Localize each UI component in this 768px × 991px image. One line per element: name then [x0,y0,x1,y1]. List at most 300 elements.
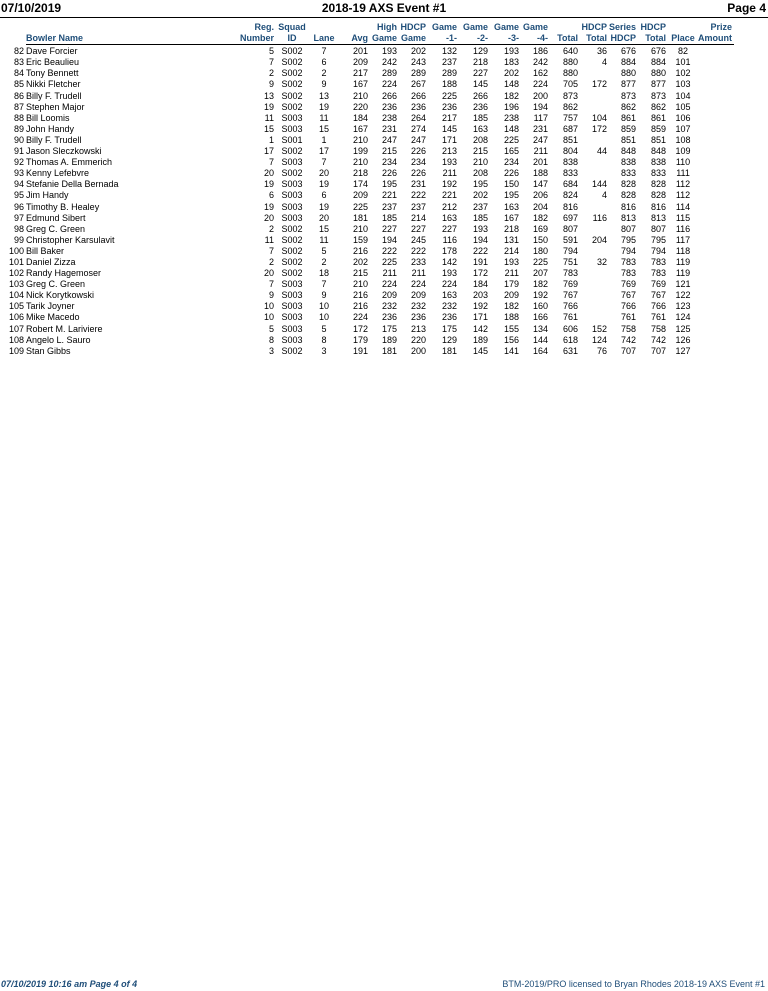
cell-series: 795 [621,234,637,245]
cell-series: 807 [621,223,637,234]
cell-lane: 8 [321,334,327,345]
table-row [4,301,734,312]
cell-name: Mike Macedo [26,312,80,323]
col-reg-top: Reg. [254,22,274,32]
cell-total: 794 [562,245,578,256]
cell-total2: 859 [651,123,667,134]
cell-g1: 129 [441,334,457,345]
cell-series: 783 [621,268,637,279]
cell-total2: 816 [651,201,667,212]
cell-reg: 7 [268,245,274,256]
cell-series: 833 [621,168,637,179]
cell-rank: 88 [13,112,24,123]
cell-high: 193 [381,46,397,57]
cell-high: 181 [381,345,397,356]
cell-reg: 9 [268,79,274,90]
cell-g4: 188 [532,168,548,179]
cell-hdcp: 231 [410,179,426,190]
cell-g2: 129 [472,46,488,57]
cell-g3: 148 [503,79,519,90]
cell-hdcp: 202 [410,46,426,57]
cell-hdcp: 209 [410,290,426,301]
cell-g4: 169 [532,223,548,234]
cell-g2: 202 [472,190,488,201]
cell-place: 126 [675,334,691,345]
cell-g1: 132 [441,46,457,57]
cell-lane: 5 [321,323,327,334]
cell-hdcp: 220 [410,334,426,345]
cell-high: 224 [381,79,397,90]
cell-g4: 147 [532,179,548,190]
table-row [4,235,734,246]
cell-total: 761 [562,312,578,323]
cell-squad: S001 [281,134,303,145]
cell-squad: S002 [281,146,303,157]
cell-reg: 8 [268,334,274,345]
report-title: 2018-19 AXS Event #1 [321,1,447,15]
cell-g4: 247 [532,134,548,145]
cell-name: Dave Forcier [26,46,78,57]
cell-g3: 167 [503,212,519,223]
cell-lane: 9 [321,79,327,90]
cell-lane: 13 [318,90,329,101]
cell-avg: 174 [352,179,368,190]
cell-rank: 103 [8,279,24,290]
cell-place: 102 [675,68,691,79]
cell-total2: 794 [651,245,667,256]
cell-g3: 150 [503,179,519,190]
cell-rank: 86 [13,90,24,101]
cell-g4: 164 [532,345,548,356]
cell-hdcp-total [580,246,609,257]
cell-series: 862 [621,101,637,112]
cell-g1: 116 [442,234,457,245]
table-row [4,157,734,168]
cell-place: 108 [675,134,691,145]
cell-prize [698,168,734,179]
cell-place: 101 [675,57,691,68]
cell-name: Robert M. Lariviere [26,323,103,334]
cell-hdcp: 264 [410,112,426,123]
table-row [4,346,734,357]
cell-squad: S002 [281,256,303,267]
cell-prize [698,257,734,268]
cell-hdcp-total: 124 [591,334,607,345]
table-row [4,102,734,113]
col-avg: Avg [340,33,370,45]
cell-rank: 107 [8,323,24,334]
cell-avg: 216 [352,245,368,256]
cell-g3: 131 [503,234,519,245]
cell-high: 225 [381,256,397,267]
cell-rank: 106 [8,312,24,323]
cell-g4: 201 [532,157,548,168]
cell-name: John Handy [26,123,75,134]
cell-g2: 172 [472,268,488,279]
cell-g1: 171 [441,134,457,145]
cell-g3: 195 [503,190,519,201]
cell-g1: 217 [441,112,457,123]
cell-name: Eric Beaulieu [26,57,80,68]
cell-high: 189 [381,334,397,345]
cell-total2: 707 [651,345,667,356]
cell-hdcp-total: 76 [596,345,607,356]
cell-lane: 7 [321,157,327,168]
cell-squad: S003 [281,112,303,123]
cell-lane: 10 [318,301,329,312]
cell-series: 769 [621,279,637,290]
cell-name: Tarik Joyner [26,301,75,312]
col-hdcp-total2: Total [638,33,668,45]
cell-squad: S003 [281,312,303,323]
cell-name: Jason Sleczkowski [26,146,102,157]
col-high-game: Game [371,33,397,44]
cell-name: Thomas A. Emmerich [26,157,113,168]
cell-g3: 225 [503,134,519,145]
cell-series: 859 [621,123,637,134]
cell-series: 884 [621,57,637,68]
cell-reg: 5 [268,46,274,57]
cell-g2: 208 [472,168,488,179]
cell-squad: S002 [281,57,303,68]
cell-total2: 848 [651,146,667,157]
cell-g1: 212 [441,201,457,212]
cell-g1: 224 [441,279,457,290]
cell-prize [698,157,734,168]
cell-g1: 163 [441,212,457,223]
cell-avg: 209 [352,190,368,201]
table-row [4,324,734,335]
cell-reg: 19 [263,201,274,212]
cell-g2: 171 [472,312,488,323]
cell-reg: 11 [264,234,274,245]
cell-g1: 175 [441,323,457,334]
cell-total2: 884 [651,57,667,68]
cell-hdcp-total [580,102,609,113]
cell-lane: 3 [321,345,327,356]
col-game-4: -4- [521,33,550,45]
cell-name: Billy F. Trudell [26,90,82,101]
cell-series: 873 [621,90,637,101]
cell-avg: 225 [352,201,368,212]
cell-place: 125 [675,323,691,334]
cell-rank: 92 [13,157,24,168]
cell-high: 211 [382,268,397,279]
cell-rank: 104 [8,290,24,301]
cell-lane: 15 [318,123,329,134]
cell-high: 224 [381,279,397,290]
cell-total2: 676 [651,46,667,57]
cell-squad: S003 [281,179,303,190]
cell-prize [698,312,734,323]
cell-place: 115 [675,212,691,223]
cell-g2: 237 [472,201,488,212]
cell-hdcp: 247 [410,134,426,145]
cell-place: 82 [678,46,689,57]
cell-rank: 101 [8,256,24,267]
cell-rank: 105 [8,301,24,312]
cell-hdcp-total [580,290,609,301]
cell-lane: 19 [318,201,329,212]
cell-squad: S002 [281,245,303,256]
cell-squad: S003 [281,334,303,345]
cell-g4: 180 [532,245,548,256]
cell-prize [698,179,734,190]
cell-series: 766 [621,301,637,312]
cell-g4: 160 [532,301,548,312]
cell-reg: 2 [268,256,274,267]
cell-series: 838 [621,157,637,168]
cell-total: 783 [562,268,578,279]
cell-total: 684 [562,179,578,190]
cell-lane: 7 [321,46,327,57]
cell-reg: 5 [268,323,274,334]
col-hdcp-total2-top: HDCP [640,22,667,32]
cell-name: Stefanie Della Bernada [26,179,119,190]
cell-total2: 862 [651,101,667,112]
cell-prize [698,57,734,68]
cell-hdcp-total [580,91,609,102]
cell-avg: 201 [352,46,368,57]
cell-g4: 242 [532,57,548,68]
cell-prize [698,224,734,235]
cell-rank: 84 [13,68,24,79]
cell-g2: 184 [472,279,488,290]
standings-table [4,22,734,357]
cell-high: 236 [381,312,397,323]
cell-prize [698,190,734,201]
cell-reg: 2 [268,223,274,234]
cell-prize [698,246,734,257]
cell-g4: 211 [533,146,548,157]
cell-total: 757 [562,112,578,123]
cell-high: 237 [381,201,397,212]
cell-hdcp-total [580,224,609,235]
cell-hdcp: 267 [410,79,426,90]
cell-g1: 163 [441,290,457,301]
cell-series: 794 [621,245,637,256]
table-row [4,168,734,179]
cell-g1: 188 [441,79,457,90]
report-date: 07/10/2019 [1,1,62,15]
cell-name: Timothy B. Healey [26,201,100,212]
cell-hdcp: 289 [410,68,426,79]
cell-g4: 166 [532,312,548,323]
cell-rank: 100 [8,245,24,256]
cell-g1: 221 [441,190,457,201]
cell-place: 123 [675,301,691,312]
cell-g2: 227 [472,68,488,79]
col-place: Place [668,33,698,45]
cell-g3: 234 [503,157,519,168]
cell-prize [698,113,734,124]
cell-total: 816 [562,201,578,212]
cell-avg: 210 [352,279,368,290]
cell-hdcp: 213 [410,323,426,334]
cell-squad: S002 [281,345,303,356]
cell-name: Daniel Zizza [26,256,76,267]
cell-name: Kenny Lefebvre [26,168,90,179]
cell-prize [698,324,734,335]
cell-squad: S003 [281,323,303,334]
table-row [4,179,734,190]
cell-g2: 210 [472,157,488,168]
cell-hdcp-total [580,157,609,168]
cell-avg: 216 [352,290,368,301]
col-g1-top: Game [431,22,457,32]
cell-g1: 232 [441,301,457,312]
cell-g2: 192 [472,301,488,312]
cell-g1: 225 [441,90,457,101]
cell-g4: 182 [532,279,548,290]
cell-high: 232 [381,301,397,312]
cell-squad: S002 [281,234,303,245]
cell-reg: 10 [263,301,274,312]
cell-squad: S002 [281,268,303,279]
cell-g3: 196 [503,101,519,112]
cell-g2: 236 [472,101,488,112]
header-row-top [4,22,734,33]
cell-squad: S002 [281,46,303,57]
cell-rank: 83 [13,57,24,68]
cell-lane: 2 [321,68,327,79]
cell-avg: 199 [352,146,368,157]
cell-lane: 18 [318,268,329,279]
cell-rank: 93 [13,168,24,179]
cell-total2: 807 [651,223,667,234]
col-g4-top: Game [522,22,548,32]
cell-g4: 182 [532,212,548,223]
cell-rank: 91 [13,146,24,157]
cell-lane: 6 [321,57,327,68]
cell-rank: 99 [13,234,24,245]
cell-prize [698,91,734,102]
cell-high: 215 [381,146,397,157]
cell-lane: 11 [319,234,329,245]
col-game-1: -1- [428,33,459,45]
cell-high: 227 [381,223,397,234]
cell-place: 127 [675,345,691,356]
cell-g1: 193 [441,157,457,168]
cell-hdcp: 232 [410,301,426,312]
cell-avg: 210 [352,90,368,101]
cell-g1: 213 [441,146,457,157]
cell-g3: 238 [503,112,519,123]
cell-hdcp-total: 172 [591,123,607,134]
cell-total: 880 [562,68,578,79]
cell-place: 111 [676,168,690,179]
cell-reg: 13 [263,90,274,101]
cell-total: 751 [562,256,578,267]
footer-timestamp: 07/10/2019 10:16 am Page 4 of 4 [1,979,138,989]
cell-avg: 179 [352,334,368,345]
cell-reg: 20 [263,268,274,279]
cell-g3: 156 [503,334,519,345]
footer-license: BTM-2019/PRO licensed to Bryan Rhodes 2018-19 AXS Event #1 [502,979,765,989]
cell-lane: 1 [321,134,327,145]
cell-prize [698,335,734,346]
cell-avg: 172 [352,323,368,334]
cell-squad: S002 [281,168,303,179]
cell-high: 185 [381,212,397,223]
table-row [4,79,734,90]
cell-g2: 266 [472,90,488,101]
cell-g2: 142 [472,323,488,334]
cell-g2: 195 [472,179,488,190]
cell-prize [698,102,734,113]
cell-high: 266 [381,90,397,101]
cell-lane: 5 [321,245,327,256]
table-row [4,224,734,235]
cell-avg: 218 [352,168,368,179]
cell-hdcp-total: 36 [596,46,607,57]
cell-g1: 142 [441,256,457,267]
cell-g2: 218 [472,57,488,68]
cell-g1: 211 [442,168,457,179]
cell-lane: 19 [318,179,329,190]
cell-reg: 17 [263,146,274,157]
cell-g4: 194 [532,101,548,112]
cell-hdcp: 236 [410,101,426,112]
cell-g3: 148 [503,123,519,134]
cell-hdcp-total: 4 [601,190,607,201]
cell-prize [698,202,734,213]
cell-name: Stephen Major [26,101,85,112]
cell-reg: 10 [263,312,274,323]
cell-g3: 226 [503,168,519,179]
cell-hdcp: 234 [410,157,426,168]
cell-avg: 191 [352,345,368,356]
cell-high: 209 [381,290,397,301]
cell-total2: 795 [651,234,667,245]
cell-reg: 2 [268,68,274,79]
cell-g4: 134 [532,323,548,334]
cell-hdcp-total: 152 [591,323,607,334]
cell-place: 103 [675,79,691,90]
cell-reg: 7 [268,157,274,168]
cell-g2: 203 [472,290,488,301]
page-header [0,0,768,18]
cell-place: 116 [675,223,691,234]
cell-name: Greg C. Green [26,223,86,234]
cell-prize [698,124,734,135]
cell-hdcp-total [580,68,609,79]
cell-hdcp-total: 144 [591,179,607,190]
cell-squad: S003 [281,123,303,134]
cell-rank: 98 [13,223,24,234]
cell-g1: 192 [441,179,457,190]
cell-hdcp: 226 [410,146,426,157]
cell-name: Tony Bennett [26,68,79,79]
cell-lane: 9 [321,290,327,301]
cell-lane: 7 [321,279,327,290]
table-row [4,246,734,257]
cell-g1: 227 [441,223,457,234]
cell-prize [698,290,734,301]
cell-g4: 207 [532,268,548,279]
cell-name: Stan Gibbs [26,345,71,356]
cell-g3: 163 [503,201,519,212]
cell-rank: 97 [13,212,24,223]
cell-g4: 200 [532,90,548,101]
cell-g3: 141 [503,345,519,356]
cell-g1: 178 [441,245,457,256]
cell-reg: 7 [268,57,274,68]
cell-hdcp: 222 [410,190,426,201]
cell-g1: 236 [441,312,457,323]
cell-squad: S002 [281,68,303,79]
cell-prize [698,45,734,58]
